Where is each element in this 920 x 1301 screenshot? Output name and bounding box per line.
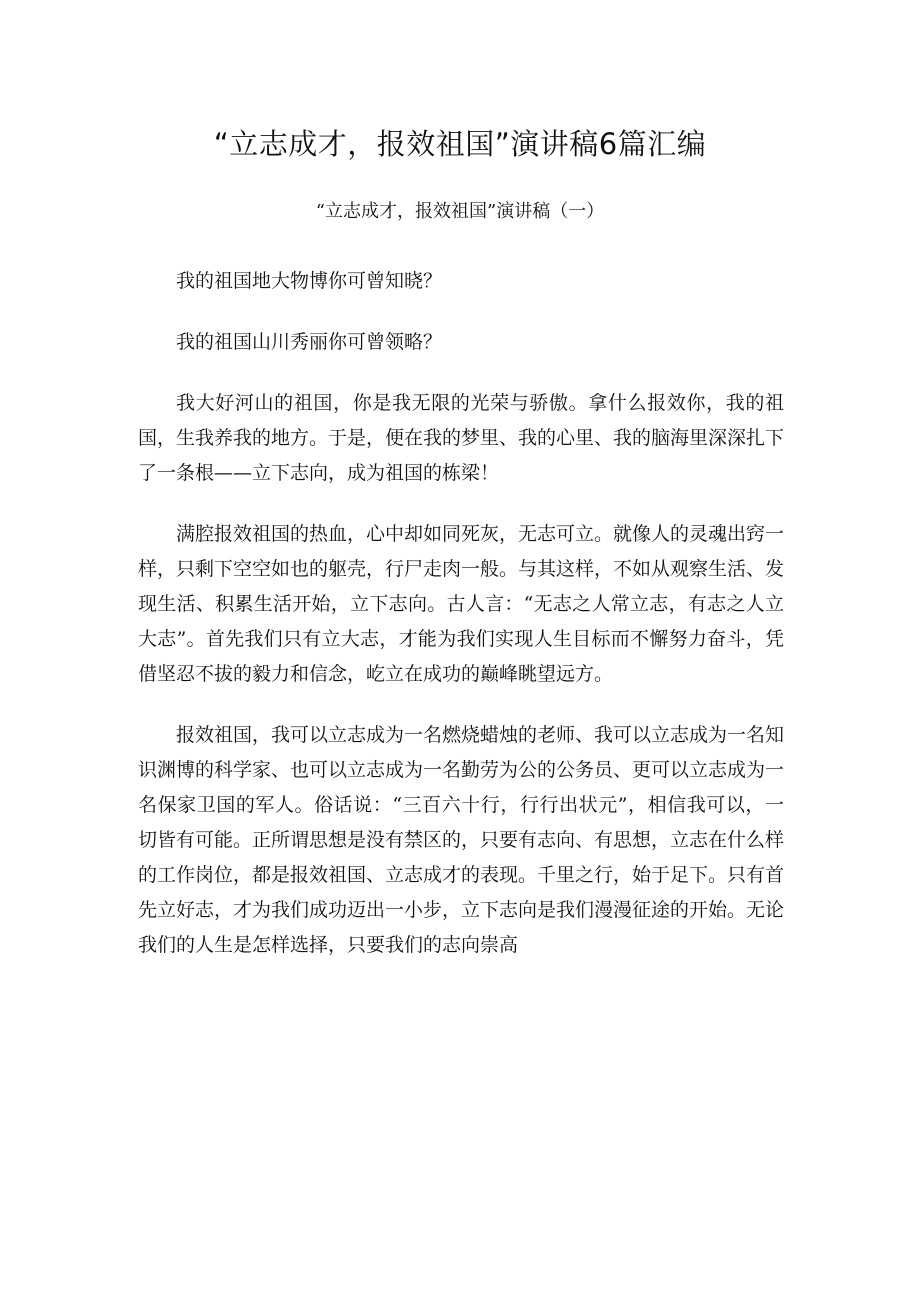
paragraph-4: 满腔报效祖国的热血，心中却如同死灰，无志可立。就像人的灵魂出窍一样，只剩下空空如也的躯壳，行尸走肉一般。与其这样，不如从观察生活、发现生活、积累生活开始，立下志向。古人言：“无志之人常立志，有志之人立大志”。首先我们只有立大志，才能为我们实现人生目标而不懈努力奋斗，凭借坚忍不拔的毅力和信念，屹立在成功的巅峰眺望远方。 xyxy=(138,523,785,685)
paragraph-5: 报效祖国，我可以立志成为一名燃烧蜡烛的老师、我可以立志成为一名知识渊博的科学家、也可以立志成为一名勤劳为公的公务员、更可以立志成为一名保家卫国的军人。俗话说：“三百六十行，行行出状元”，相信我可以，一切皆有可能。正所谓思想是没有禁区的，只要有志向、有思想，立志在什么样的工作岗位，都是报效祖国、立志成才的表现。千里之行，始于足下。只有首先立好志，才为我们成功迈出一小步，立下志向是我们漫漫征途的开始。无论我们的人生是怎样选择，只要我们的志向崇高 xyxy=(138,724,785,956)
document-body xyxy=(138,264,784,989)
paragraph-3: 我大好河山的祖国，你是我无限的光荣与骄傲。拿什么报效你，我的祖国，生我养我的地方。于是，便在我的梦里、我的心里、我的脑海里深深扎下了一条根——立下志向，成为祖国的栋梁！ xyxy=(138,392,785,484)
document-title: “立志成才，报效祖国”演讲稿6篇汇编 xyxy=(213,127,707,161)
paragraph-2: 我的祖国山川秀丽你可曾领略？ xyxy=(176,331,443,353)
paragraph-1: 我的祖国地大物博你可曾知晓？ xyxy=(176,270,443,292)
section-title: “立志成才，报效祖国”演讲稿（一） xyxy=(315,201,605,222)
